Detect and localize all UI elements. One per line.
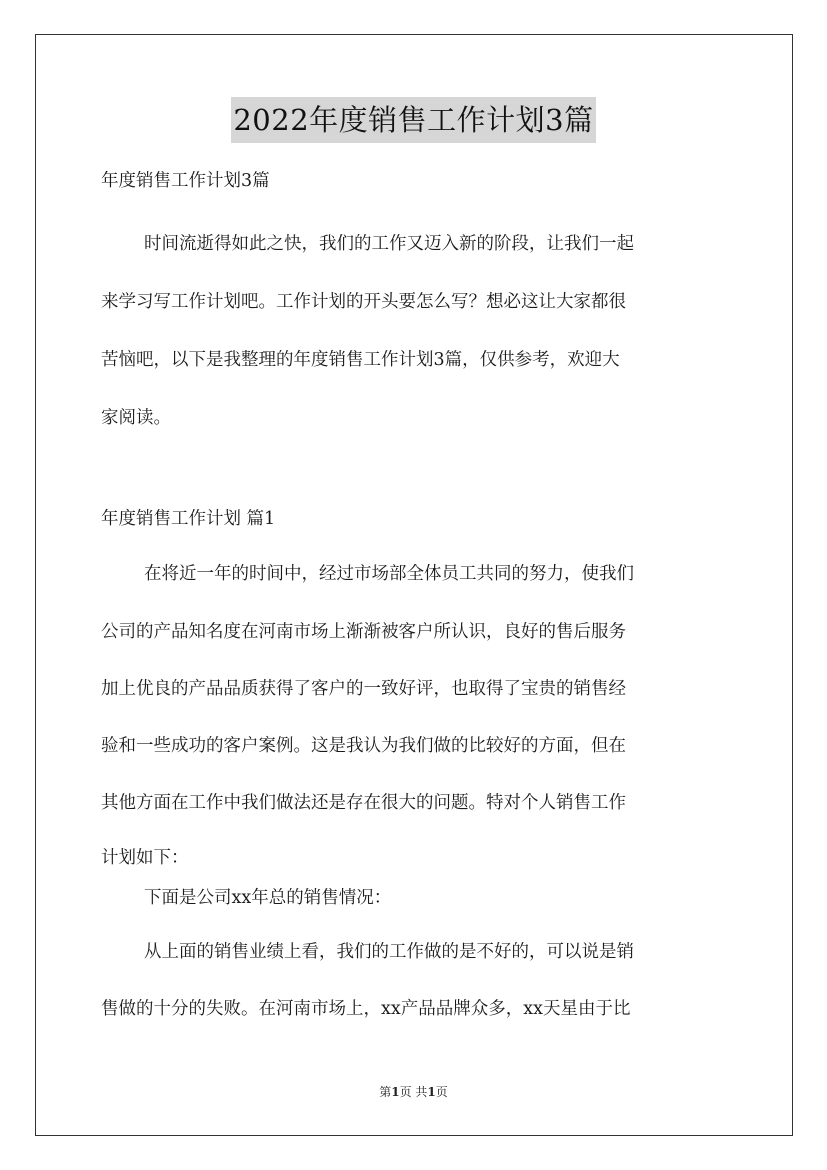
section-line: 验和一些成功的客户案例。这是我认为我们做的比较好的方面，但在 — [101, 736, 626, 756]
page-prefix: 第 — [379, 1085, 392, 1099]
page-footer — [0, 1084, 827, 1100]
section-line: 公司的产品知名度在河南市场上渐渐被客户所认识，良好的售后服务 — [101, 622, 626, 642]
page-total: 1 — [427, 1085, 436, 1099]
intro-line: 家阅读。 — [101, 408, 171, 428]
sales-intro: 下面是公司xx年总的销售情况： — [144, 888, 392, 908]
title-container — [0, 97, 827, 143]
section-heading: 年度销售工作计划 篇1 — [101, 509, 276, 529]
analysis-line: 从上面的销售业绩上看，我们的工作做的是不好的，可以说是销 — [144, 942, 634, 962]
section-line: 加上优良的产品品质获得了客户的一致好评，也取得了宝贵的销售经 — [101, 679, 626, 699]
page-current: 1 — [391, 1085, 400, 1099]
page-suffix: 页 — [435, 1085, 448, 1099]
document-title: 2022年度销售工作计划3篇 — [231, 97, 595, 143]
intro-line: 苦恼吧，以下是我整理的年度销售工作计划3篇，仅供参考，欢迎大 — [101, 350, 620, 370]
section-line: 其他方面在工作中我们做法还是存在很大的问题。特对个人销售工作 — [101, 793, 626, 813]
analysis-line: 售做的十分的失败。在河南市场上，xx产品品牌众多，xx天星由于比 — [101, 999, 631, 1019]
subtitle: 年度销售工作计划3篇 — [101, 171, 270, 191]
section-line: 在将近一年的时间中，经过市场部全体员工共同的努力，使我们 — [144, 564, 634, 584]
intro-line: 来学习写工作计划吧。工作计划的开头要怎么写？想必这让大家都很 — [101, 292, 626, 312]
page-mid: 页 共 — [399, 1085, 428, 1099]
section-line: 计划如下： — [101, 848, 189, 868]
intro-line: 时间流逝得如此之快，我们的工作又迈入新的阶段，让我们一起 — [144, 234, 634, 254]
